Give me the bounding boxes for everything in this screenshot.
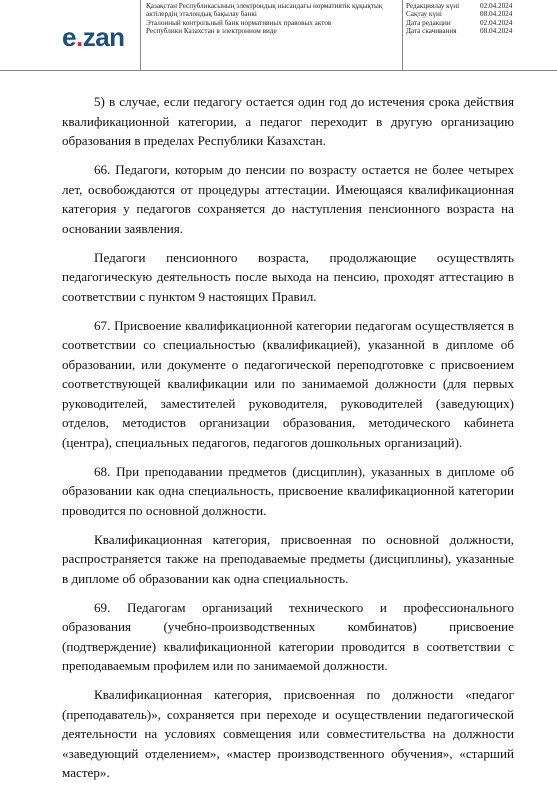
logo-e: e: [62, 22, 76, 52]
meta-value: 08.04.2024: [480, 10, 513, 19]
meta-row: [406, 10, 526, 18]
document-header: [0, 0, 557, 72]
paragraph: 67. Присвоение квалификационной категории педагогам осуществляется в соответствии со специальностью (квалификацией), указанной в дипломе об образовании, или документе о педагогической переподготовке с присвоением соответствующей квалификации или по занимаемой должности (для первых руководителей, заместителей руководителя, руководителей (заведующих) отделов, методистов организации образования, методического кабинета (центра), специальных педагогов, педагогов дошкольных организаций).: [62, 317, 514, 450]
logo-zan: zan: [82, 22, 125, 52]
header-line: актілердің эталондық бақылау банкі: [146, 10, 257, 19]
paragraph: 68. При преподавании предметов (дисциплин), указанных в дипломе об образовании как одна специальность, присвоение квалификационной категории проводится по основной должности.: [62, 463, 514, 518]
meta-label: Редакциялау күні: [406, 2, 460, 10]
header-divider: [402, 0, 403, 70]
meta-row: [406, 2, 526, 10]
header-line: Қазақстан Республикасының электрондық нысандағы нормативтік құқықтық: [146, 2, 383, 10]
paragraph: Квалификационная категория, присвоенная по должности «педагог (преподаватель)», сохраняется при переходе и осуществлении педагогической деятельности на условиях совмещения или совместительства на должности «заведующий отделением», «мастер производственного обучения», «старший мастер».: [62, 687, 514, 780]
meta-row: [406, 19, 526, 27]
header-line: Республики Казахстан в электронном виде: [146, 26, 277, 35]
meta-label: Сақтау күні: [406, 10, 442, 19]
document-body: [62, 92, 514, 792]
paragraph: Педагоги пенсионного возраста, продолжающие осуществлять педагогическую деятельность после выхода на пенсию, проходят аттестацию в соответствии с пунктом 9 настоящих Правил.: [62, 249, 514, 304]
header-rule: [0, 70, 557, 71]
header-source-text: [146, 2, 398, 35]
meta-value: 02.04.2024: [480, 2, 513, 10]
meta-value: 02.04.2024: [480, 18, 513, 27]
paragraph: Квалификационная категория, присвоенная по основной должности, распространяется также на преподаваемые предметы (дисциплины), указанные в дипломе об образовании как одна специальность.: [62, 531, 514, 586]
meta-label: Дата редакции: [406, 18, 451, 27]
ezan-logo: [62, 22, 125, 53]
meta-value: 08.04.2024: [480, 26, 513, 35]
paragraph: 5) в случае, если педагогу остается один год до истечения срока действия квалификационной категории, а педагог переходит в другую организацию образования в пределах Республики Казахстан.: [62, 94, 514, 148]
paragraph: 66. Педагоги, которым до пенсии по возрасту остается не более четырех лет, освобождаются от процедуры аттестации. Имеющаяся квалификационная категория у педагогов сохраняется до наступления пенсионного возраста на основании заявления.: [62, 162, 514, 236]
logo-dot: .: [75, 22, 83, 52]
meta-label: Дата скачивания: [406, 26, 457, 35]
header-line: Эталонный контрольный банк нормативных правовых актов: [146, 18, 332, 27]
header-dates: [406, 2, 526, 35]
header-divider: [140, 0, 141, 70]
paragraph: 69. Педагогам организаций технического и профессионального образования (учебно-производственных комбинатов) присвоение (подтверждение) квалификационной категории проводится в соответствии с преподаваемым профилем или по занимаемой должности.: [62, 599, 514, 673]
meta-row: [406, 27, 526, 35]
